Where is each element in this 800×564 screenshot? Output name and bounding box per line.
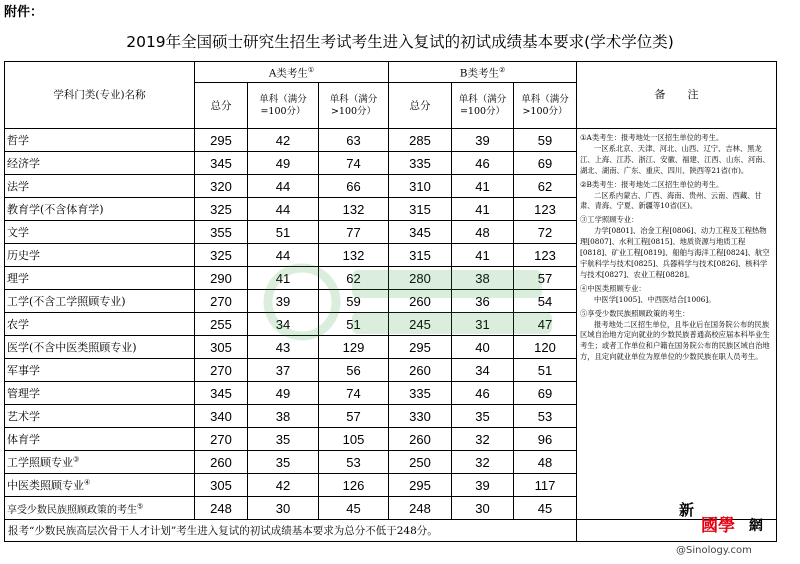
a-single-over100: 129 [319,336,389,359]
a-single-100: 42 [248,129,319,152]
note-4 [580,284,773,306]
b-single-over100: 57 [514,267,577,290]
discipline-name: 农学 [5,313,195,336]
b-single-100-header: 单科（满分=100分） [452,83,514,129]
b-single-100: 46 [452,382,514,405]
discipline-name: 工学(不含工学照顾专业) [5,290,195,313]
footnote-row [5,520,777,542]
a-total: 290 [195,267,248,290]
footnote-marker: ④ [84,478,91,487]
b-total: 315 [389,244,452,267]
discipline-name: 经济学 [5,152,195,175]
b-single-100: 32 [452,451,514,474]
group-b-note: ② [498,66,506,75]
note-3-body: 力学[0801]、冶金工程[0806]、动力工程及工程热物理[0807]、水利工程[0815]、地质资源与地质工程[0818]、矿业工程[0819]、船舶与海洋工程[0824]、航空宇航科学与技术[0825]、兵器科学与技术[0826]、核科学与技术[0827]、农业工程[0828]。 [580,226,770,279]
a-single-over100: 45 [319,497,389,520]
header-row-1 [5,62,777,83]
a-total: 305 [195,336,248,359]
b-total: 245 [389,313,452,336]
a-single-over100: 77 [319,221,389,244]
a-single-over100: 132 [319,198,389,221]
discipline-name [5,451,195,474]
a-total-header: 总分 [195,83,248,129]
b-total: 295 [389,474,452,497]
a-single-over100: 63 [319,129,389,152]
discipline-name: 医学(不含中医类照顾专业) [5,336,195,359]
note-1-head: ①A类考生：报考地处一区招生单位的考生。 [580,133,724,142]
b-total: 295 [389,336,452,359]
b-single-over100: 117 [514,474,577,497]
b-total: 315 [389,198,452,221]
b-single-100: 36 [452,290,514,313]
a-total: 355 [195,221,248,244]
b-total: 310 [389,175,452,198]
footnote-marker: ③ [73,455,80,464]
b-single-over100: 51 [514,359,577,382]
discipline-name-text: 享受少数民族照顾政策的考生 [7,504,137,516]
table-row [5,129,777,152]
attachment-label: 附件： [4,5,44,20]
remarks-cell [577,129,777,520]
b-total: 260 [389,428,452,451]
discipline-name: 艺术学 [5,405,195,428]
b-total: 260 [389,290,452,313]
b-single-100: 41 [452,175,514,198]
b-single-100: 39 [452,129,514,152]
a-single-100: 42 [248,474,319,497]
b-single-over100: 59 [514,129,577,152]
footnote-marker: ⑤ [137,502,144,511]
b-single-100: 48 [452,221,514,244]
group-a-label: A类考生 [268,67,308,80]
note-2-head: ②B类考生：报考地处二区招生单位的考生。 [580,179,724,189]
a-total: 320 [195,175,248,198]
b-total: 280 [389,267,452,290]
seal-left: 新 [679,501,695,519]
a-total: 255 [195,313,248,336]
note-4-body: 中医学[1005]、中西医结合[1006]。 [594,294,716,304]
b-single-100: 30 [452,497,514,520]
a-single-100: 49 [248,382,319,405]
discipline-name: 哲学 [5,129,195,152]
a-single-100: 39 [248,290,319,313]
group-a-note: ① [307,66,315,75]
site-seal [679,499,775,541]
a-single-100: 35 [248,428,319,451]
remarks-header: 备 注 [577,62,777,129]
discipline-name: 历史学 [5,244,195,267]
b-total: 248 [389,497,452,520]
discipline-name: 文学 [5,221,195,244]
discipline-name: 理学 [5,267,195,290]
a-single-over100: 74 [319,382,389,405]
b-single-100: 32 [452,428,514,451]
a-single-over100: 53 [319,451,389,474]
a-single-100: 44 [248,244,319,267]
a-single-100: 41 [248,267,319,290]
b-single-100: 35 [452,405,514,428]
b-single-100: 40 [452,336,514,359]
b-total: 345 [389,221,452,244]
a-single-over100: 59 [319,290,389,313]
discipline-name [5,474,195,497]
note-2-body: 二区系内蒙古、广西、海南、贵州、云南、西藏、甘肃、青海、宁夏、新疆等10省(区)。 [580,190,762,211]
b-single-over100: 54 [514,290,577,313]
a-total: 325 [195,198,248,221]
b-single-over100: 69 [514,152,577,175]
a-single-over100: 132 [319,244,389,267]
a-total: 305 [195,474,248,497]
b-single-100: 39 [452,474,514,497]
a-single-100: 38 [248,405,319,428]
a-total: 270 [195,290,248,313]
a-total: 260 [195,451,248,474]
b-single-100: 46 [452,152,514,175]
seal-right: 網 [749,518,763,534]
group-b-header [389,62,577,83]
note-3-head: ③工学照顾专业： [580,215,639,225]
b-total: 260 [389,359,452,382]
note-3 [580,215,773,280]
b-single-100: 38 [452,267,514,290]
a-single-100: 44 [248,175,319,198]
b-single-over100: 96 [514,428,577,451]
b-single-over100: 48 [514,451,577,474]
discipline-name [5,497,195,520]
b-single-over100: 62 [514,175,577,198]
note-5-head: ⑤享受少数民族照顾政策的考生： [580,308,690,318]
b-single-over100: 47 [514,313,577,336]
discipline-name: 体育学 [5,428,195,451]
a-total: 248 [195,497,248,520]
footnote: 报考“少数民族高层次骨干人才计划”考生进入复试的初试成绩基本要求为总分不低于248分。 [5,520,577,542]
b-single-over100: 72 [514,221,577,244]
discipline-name: 法学 [5,175,195,198]
discipline-name-text: 中医类照顾专业 [7,479,84,492]
note-1-body: 一区系北京、天津、河北、山西、辽宁、吉林、黑龙江、上海、江苏、浙江、安徽、福建、江西、山东、河南、湖北、湖南、广东、重庆、四川、陕西等21省(市)。 [580,143,770,175]
note-5 [580,309,773,364]
source-watermark: @Sinology.com [676,545,752,556]
a-single-over100: 74 [319,152,389,175]
a-single-over100: 56 [319,359,389,382]
note-4-head: ④中医类照顾专业： [580,283,646,293]
page-title: 2019年全国硕士研究生招生考试考生进入复试的初试成绩基本要求(学术学位类) [126,33,674,51]
a-single-100: 49 [248,152,319,175]
a-single-over100: 62 [319,267,389,290]
b-total: 250 [389,451,452,474]
note-2 [580,180,773,213]
a-single-100: 37 [248,359,319,382]
b-single-100: 34 [452,359,514,382]
b-single-100: 31 [452,313,514,336]
group-b-label: B类考生 [459,67,499,80]
a-single-over100: 105 [319,428,389,451]
b-single-over100: 45 [514,497,577,520]
a-single-100: 30 [248,497,319,520]
b-single-over100: 53 [514,405,577,428]
a-total: 325 [195,244,248,267]
a-single-100: 34 [248,313,319,336]
b-single-over100-header: 单科（满分>100分） [514,83,577,129]
a-single-over100: 66 [319,175,389,198]
group-a-header [195,62,389,83]
a-single-100: 51 [248,221,319,244]
discipline-name-text: 工学照顾专业 [7,456,73,469]
b-single-100: 41 [452,198,514,221]
a-single-100: 44 [248,198,319,221]
b-total: 285 [389,129,452,152]
a-single-100: 43 [248,336,319,359]
b-single-100: 41 [452,244,514,267]
a-single-100: 35 [248,451,319,474]
a-total: 295 [195,129,248,152]
note-5-body: 报考地处二区招生单位，且毕业后在国务院公布的民族区域自治地方定向就业的少数民族普通高校应届本科毕业生考生；或者工作单位和户籍在国务院公布的民族区域自治地方，且定向就业单位为原单位的少数民族在职人员考生。 [580,319,770,362]
seal-center: 國學 [701,516,735,536]
discipline-name: 军事学 [5,359,195,382]
discipline-name: 教育学(不含体育学) [5,198,195,221]
a-single-over100: 51 [319,313,389,336]
b-single-over100: 123 [514,198,577,221]
a-total: 345 [195,382,248,405]
b-total: 335 [389,152,452,175]
note-1 [580,133,773,177]
a-single-100-header: 单科（满分=100分） [248,83,319,129]
score-table [4,61,777,542]
discipline-name: 管理学 [5,382,195,405]
b-total: 335 [389,382,452,405]
a-total: 270 [195,359,248,382]
b-single-over100: 69 [514,382,577,405]
b-total-header: 总分 [389,83,452,129]
b-total: 330 [389,405,452,428]
a-single-over100-header: 单科（满分>100分） [319,83,389,129]
a-total: 340 [195,405,248,428]
discipline-header: 学科门类(专业)名称 [5,62,195,129]
b-single-over100: 123 [514,244,577,267]
a-total: 345 [195,152,248,175]
a-single-over100: 57 [319,405,389,428]
a-total: 270 [195,428,248,451]
a-single-over100: 126 [319,474,389,497]
b-single-over100: 120 [514,336,577,359]
